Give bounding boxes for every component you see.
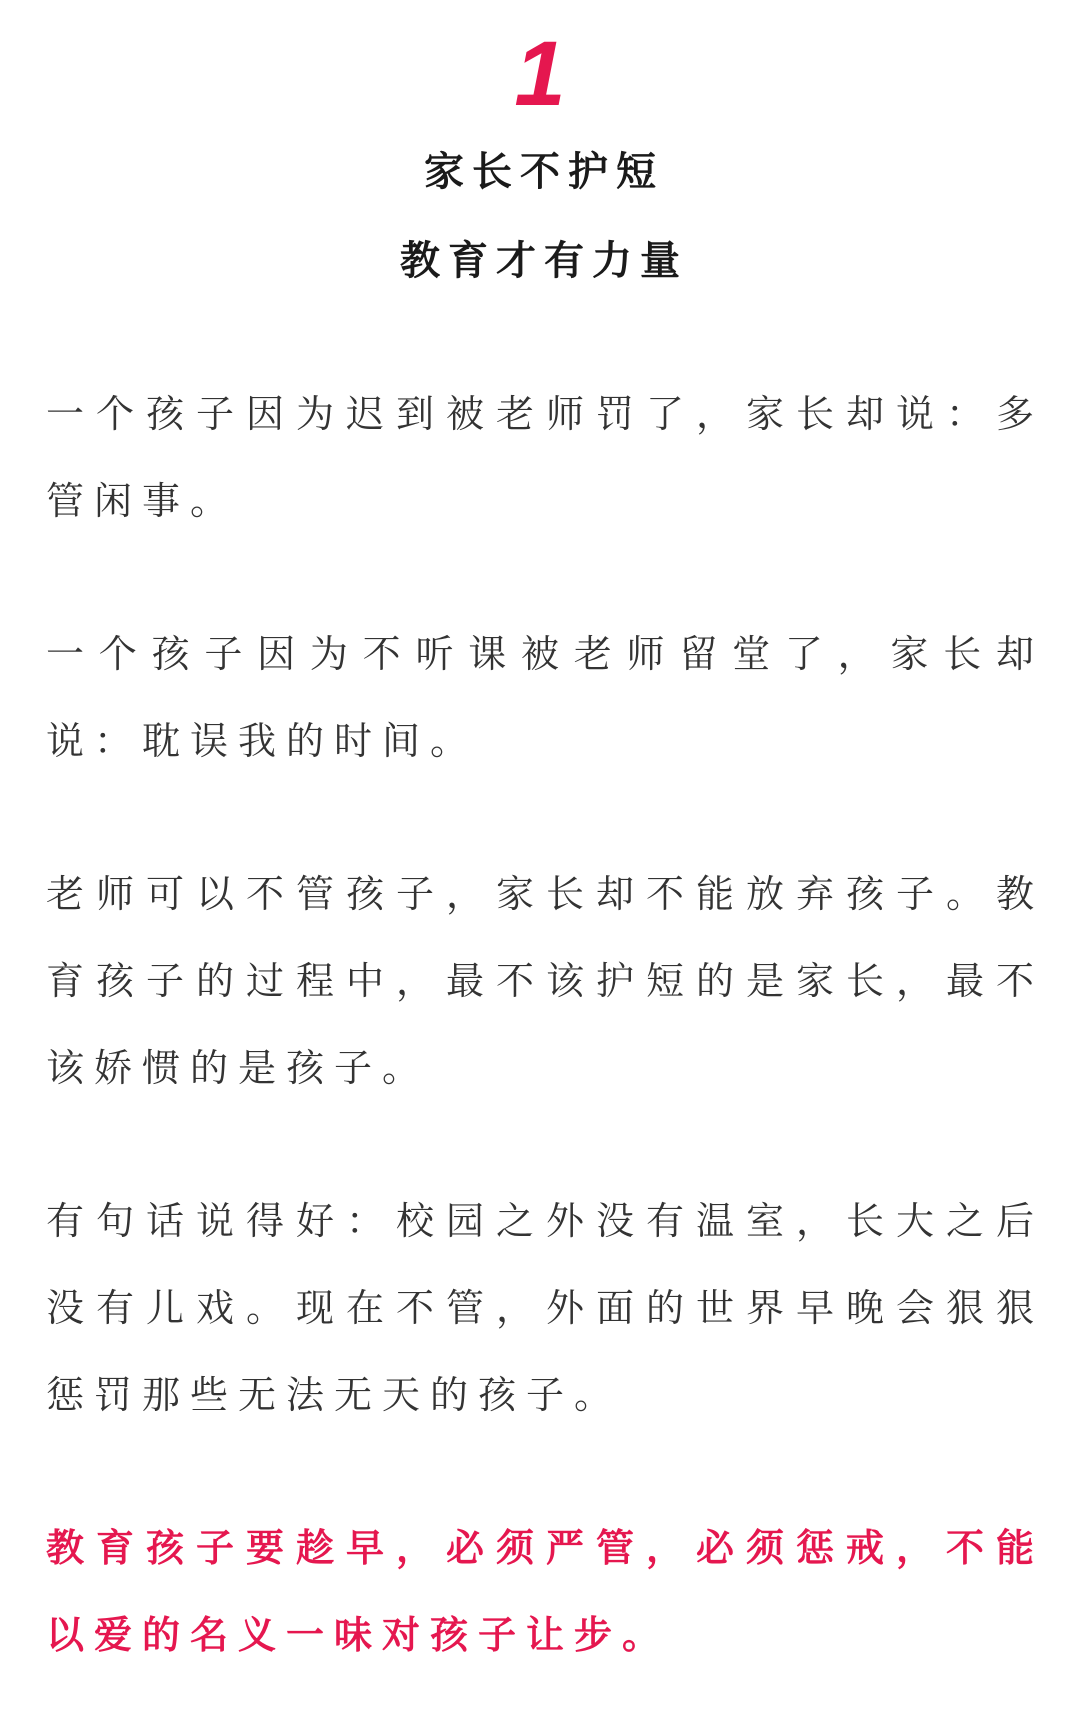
paragraph-line: 有句话说得好：校园之外没有温室，长大之后 [46, 1199, 1034, 1243]
paragraph-line: 一个孩子因为迟到被老师罚了，家长却说：多 [46, 392, 1034, 436]
section-title [46, 128, 1034, 306]
section-number: 1 [514, 23, 566, 125]
paragraph-line: 老师可以不管孩子，家长却不能放弃孩子。教 [46, 872, 1034, 916]
paragraph [46, 1178, 1034, 1439]
paragraph [46, 611, 1034, 785]
paragraph-line: 管闲事。 [46, 479, 239, 523]
highlight-paragraph [46, 1505, 1034, 1679]
paragraph-line: 惩罚那些无法无天的孩子。 [46, 1373, 623, 1417]
highlight-line: 教育孩子要趁早，必须严管，必须惩戒，不能 [46, 1526, 1034, 1570]
paragraph-line: 该娇惯的是孩子。 [46, 1046, 431, 1090]
paragraph-line: 育孩子的过程中，最不该护短的是家长，最不 [46, 959, 1034, 1003]
paragraph-line: 一个孩子因为不听课被老师留堂了，家长却 [46, 632, 1034, 676]
paragraph [46, 851, 1034, 1112]
highlight-line: 以爱的名义一味对孩子让步。 [46, 1613, 671, 1657]
title-line: 教育才有力量 [400, 238, 688, 284]
paragraph [46, 371, 1034, 545]
paragraph-line: 说：耽误我的时间。 [46, 719, 479, 763]
title-line: 家长不护短 [424, 149, 664, 195]
paragraph-line: 没有儿戏。现在不管，外面的世界早晚会狠狠 [46, 1286, 1034, 1330]
article-body [0, 24, 1080, 1724]
